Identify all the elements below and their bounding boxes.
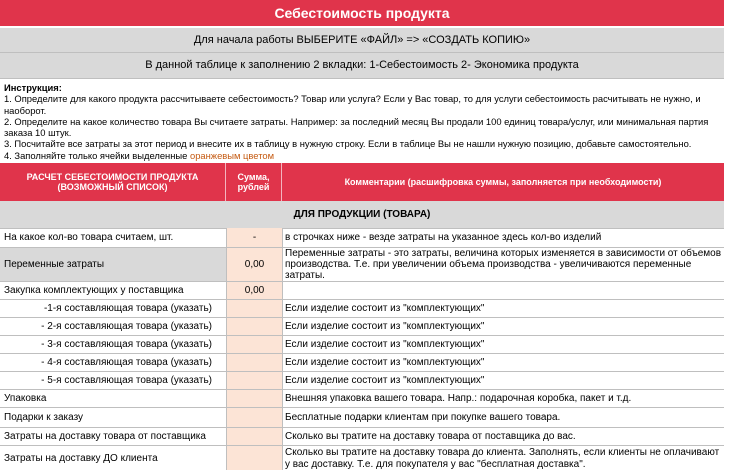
table-row: [0, 408, 724, 428]
row-label-cell[interactable]: Упаковка: [4, 393, 47, 404]
instructions-block: [4, 82, 720, 161]
amount-input-cell[interactable]: [227, 372, 282, 389]
column-header-item[interactable]: РАСЧЕТ СЕБЕСТОИМОСТИ ПРОДУКТА (ВОЗМОЖНЫЙ СПИСОК): [0, 163, 226, 201]
sheet-title: Себестоимость продукта: [0, 0, 724, 26]
row-label-cell[interactable]: Закупка комплектующих у поставщика: [4, 285, 184, 296]
comment-cell[interactable]: Внешняя упаковка вашего товара. Напр.: подарочная коробка, пакет и т.д.: [285, 392, 632, 404]
amount-input-cell[interactable]: [227, 354, 282, 371]
table-row: [0, 318, 724, 336]
row-label-cell[interactable]: - 3-я составляющая товара (указать): [41, 339, 212, 350]
column-header-amount[interactable]: Сумма, рублей: [226, 163, 282, 201]
comment-cell[interactable]: [283, 282, 724, 299]
amount-input-cell[interactable]: [227, 336, 282, 353]
row-label-cell[interactable]: - 4-я составляющая товара (указать): [41, 357, 212, 368]
tabs-info-banner: В данной таблице к заполнению 2 вкладки: 1-Себестоимость 2- Экономика продукта: [0, 53, 724, 79]
table-row: [0, 372, 724, 390]
section-header-product[interactable]: ДЛЯ ПРОДУКЦИИ (ТОВАРА): [0, 201, 724, 229]
comment-cell[interactable]: Бесплатные подарки клиентам при покупке вашего товара.: [285, 411, 561, 423]
amount-input-cell[interactable]: 0,00: [227, 248, 282, 281]
column-header-comment[interactable]: Комментарии (расшифровка суммы, заполняется при необходимости): [282, 163, 724, 201]
instruction-highlight-text: оранжевым цветом: [189, 149, 275, 161]
amount-input-cell[interactable]: [227, 318, 282, 335]
instructions-heading: Инструкция:: [4, 82, 62, 93]
table-row: [0, 300, 724, 318]
row-label-cell[interactable]: - 2-я составляющая товара (указать): [41, 321, 212, 332]
row-label-cell[interactable]: Затраты на доставку товара от поставщика: [4, 431, 206, 442]
comment-cell[interactable]: Сколько вы тратите на доставку товара до клиента. Заполнять, если клиенты не оплачивают у вас доставку. Т.е. для покупателя у вас "бесплатная доставка".: [285, 447, 720, 470]
table-row: [0, 428, 724, 446]
row-label-cell[interactable]: -1-я составляющая товара (указать): [43, 303, 212, 314]
amount-input-cell[interactable]: -: [227, 228, 282, 247]
instruction-line-1: 1. Определите для какого продукта рассчитываете себестоимость? Товар или услуга? Если у Вас товар, то для услуги себестоимость расчитывать не нужно, и наоборот.: [4, 93, 701, 116]
row-label-cell[interactable]: Затраты на доставку ДО клиента: [4, 453, 158, 464]
table-row: [0, 390, 724, 408]
table-row: [0, 282, 724, 300]
copy-instruction-banner: Для начала работы ВЫБЕРИТЕ «ФАЙЛ» => «СОЗДАТЬ КОПИЮ»: [0, 28, 724, 53]
amount-input-cell[interactable]: [227, 408, 282, 427]
instruction-line-4: [4, 150, 720, 161]
amount-input-cell[interactable]: [227, 428, 282, 445]
comment-cell[interactable]: Если изделие состоит из "комплектующих": [285, 320, 485, 332]
comment-cell[interactable]: Если изделие состоит из "комплектующих": [285, 338, 485, 350]
row-label-cell[interactable]: Переменные затраты: [0, 248, 226, 281]
amount-input-cell[interactable]: [227, 446, 282, 470]
amount-input-cell[interactable]: [227, 300, 282, 317]
instruction-line-4-text: 4. Заполняйте только ячейки выделенные: [4, 149, 190, 161]
comment-cell[interactable]: Если изделие состоит из "комплектующих": [285, 302, 485, 314]
table-row: [0, 248, 724, 282]
row-label-cell[interactable]: Подарки к заказу: [4, 412, 84, 423]
row-label-cell[interactable]: - 5-я составляющая товара (указать): [41, 375, 212, 386]
table-row: [0, 446, 724, 470]
comment-cell[interactable]: Сколько вы тратите на доставку товара от поставщика до вас.: [285, 430, 576, 442]
comment-cell[interactable]: Если изделие состоит из "комплектующих": [285, 356, 485, 368]
row-label-cell[interactable]: На какое кол-во товара считаем, шт.: [4, 232, 174, 243]
table-row: [0, 354, 724, 372]
comment-cell[interactable]: в строчках ниже - везде затраты на указанное здесь кол-во изделий: [285, 231, 602, 243]
instruction-line-2: 2. Определите на какое количество товара Вы считаете затраты. Например: за последний месяц Вы продали 100 единиц товара/услуг, или минимальная партия заказа 10 штук.: [4, 115, 709, 139]
amount-input-cell[interactable]: [227, 390, 282, 407]
table-row: [0, 336, 724, 354]
amount-input-cell[interactable]: 0,00: [227, 282, 282, 299]
table-row: [0, 228, 724, 248]
comment-cell[interactable]: Если изделие состоит из "комплектующих": [285, 374, 485, 386]
comment-cell[interactable]: Переменные затраты - это затраты, величина которых изменяется в зависимости от объемов производства. Т.е. при увеличении объема производства - увеличиваются переменные затраты.: [285, 247, 722, 282]
instruction-line-3: 3. Посчитайте все затраты за этот период и внесите их в таблицу в нужную строку. Если в таблице Вы не нашли нужную позицию, добавьте самостоятельно.: [4, 138, 692, 150]
